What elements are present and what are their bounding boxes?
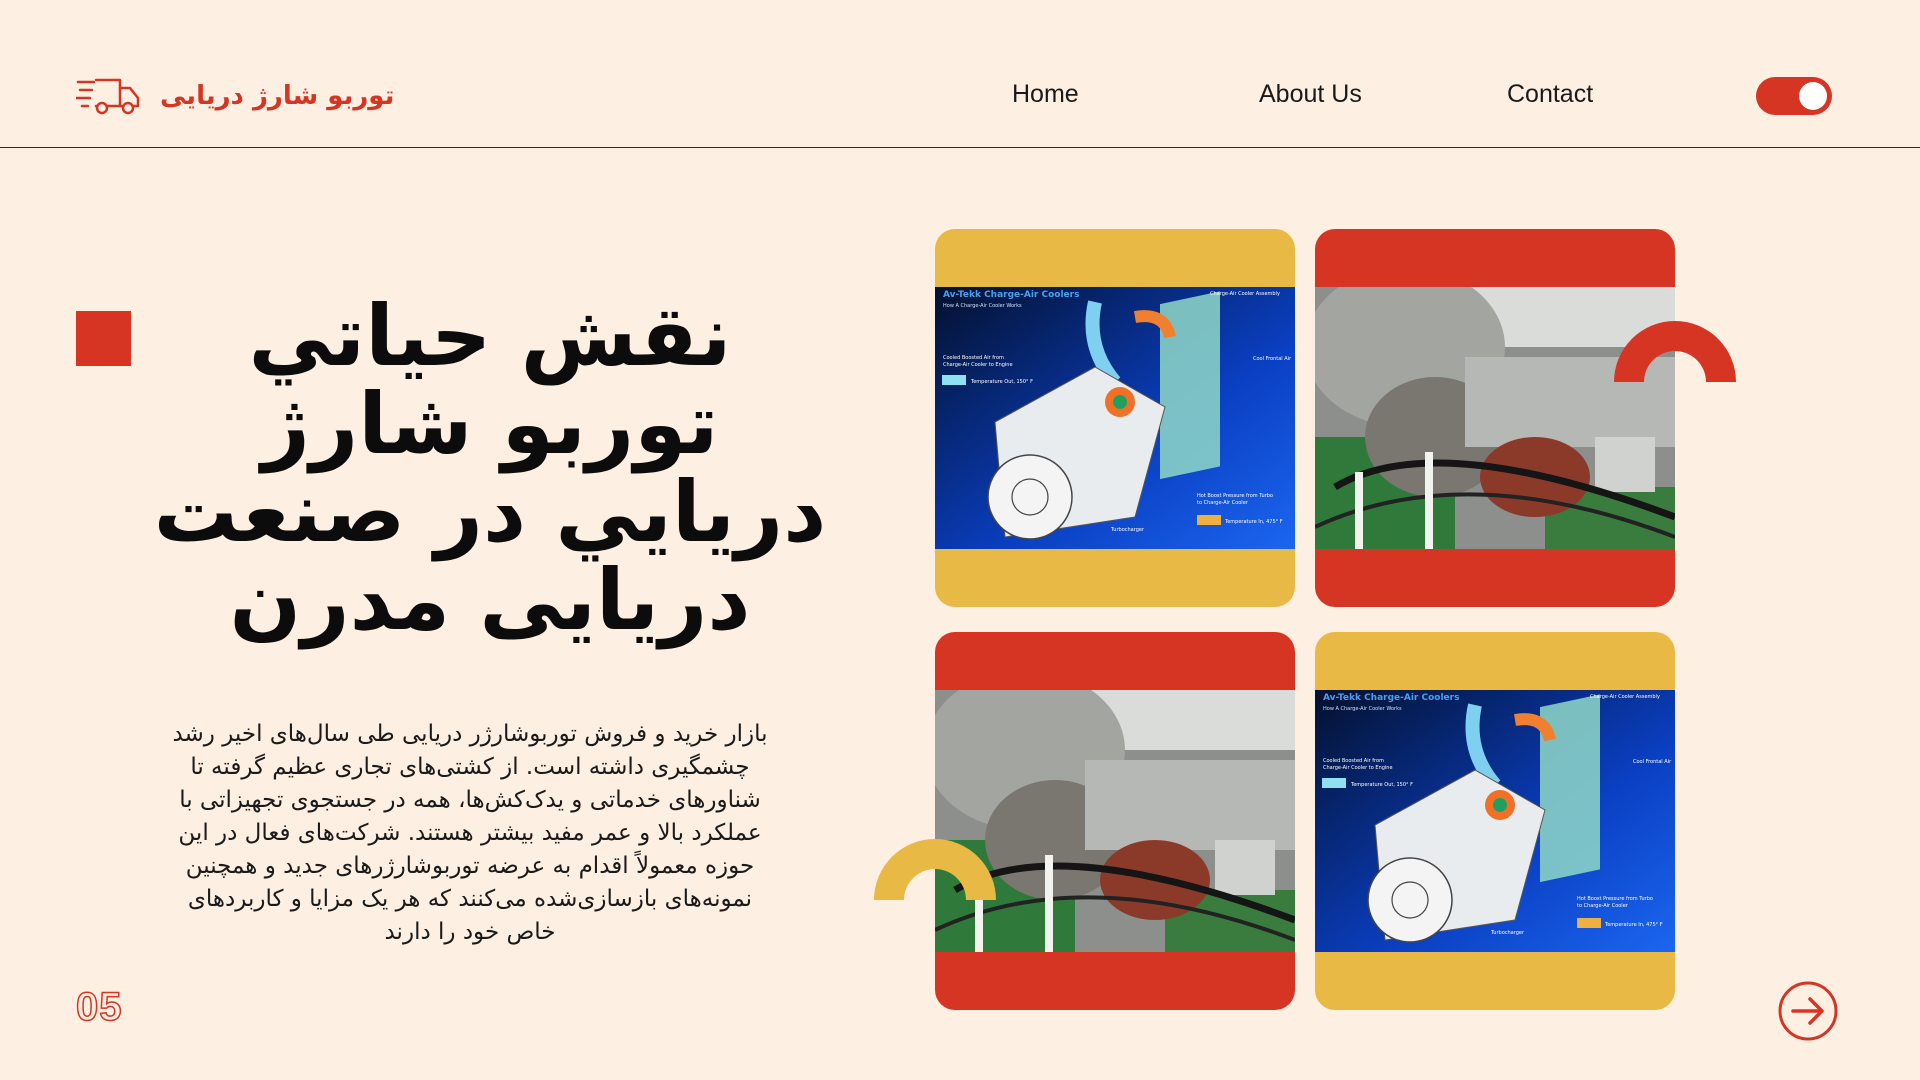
- gallery-card-diagram[interactable]: [935, 229, 1295, 607]
- diagram-label: Temperature In, 475° F: [1605, 922, 1663, 928]
- diagram-label: Temperature In, 475° F: [1225, 519, 1283, 525]
- diagram-label: Turbocharger: [1111, 527, 1145, 533]
- diagram-label: Hot Boost Pressure from Turbo: [1577, 896, 1653, 902]
- yellow-arc-decoration: [872, 838, 998, 902]
- diagram-title: Av-Tekk Charge-Air Coolers: [943, 290, 1080, 300]
- diagram-label: Temperature Out, 150° F: [1351, 782, 1414, 788]
- diagram-label: Charge-Air Cooler Assembly: [1210, 291, 1280, 297]
- nav-contact[interactable]: Contact: [1507, 80, 1594, 108]
- title-line: توربو شارژ: [261, 375, 719, 473]
- title-line: نقش حياتي: [248, 287, 732, 385]
- nav-home[interactable]: Home: [1012, 80, 1079, 108]
- brand-name: توربو شارژ دریایی: [160, 81, 395, 111]
- body-paragraph: [135, 718, 805, 949]
- delivery-truck-icon: [76, 76, 140, 116]
- body-line: خاص خود را دارند: [384, 919, 556, 945]
- diagram-label: Cooled Boosted Air from: [943, 355, 1004, 361]
- nav-about-us[interactable]: About Us: [1259, 80, 1362, 108]
- diagram-subtitle: How A Charge-Air Cooler Works: [1323, 706, 1402, 712]
- body-line: چشمگیری داشته است. از کشتی‌های تجاری عظیم گرفته تا: [190, 754, 750, 780]
- engine-room-turbocharger-photo: [935, 690, 1295, 952]
- brand[interactable]: [76, 74, 394, 118]
- charge-air-cooler-diagram: [1315, 690, 1675, 952]
- page-title: [150, 287, 830, 649]
- gallery-card-engine-room[interactable]: [935, 632, 1295, 1010]
- diagram-label: Temperature Out, 150° F: [971, 379, 1034, 385]
- diagram-label: Charge-Air Cooler to Engine: [943, 362, 1013, 368]
- diagram-label: Charge-Air Cooler to Engine: [1323, 765, 1393, 771]
- gallery-card-diagram[interactable]: [1315, 632, 1675, 1010]
- red-arc-decoration: [1612, 320, 1738, 384]
- gallery-card-engine-room[interactable]: [1315, 229, 1675, 607]
- diagram-title: Av-Tekk Charge-Air Coolers: [1323, 693, 1460, 703]
- title-line: دريايي در صنعت: [153, 463, 827, 561]
- body-line: حوزه معمولاً اقدام به عرضه توربوشارژرهای جدید و همچنین: [185, 853, 755, 879]
- theme-toggle[interactable]: [1756, 77, 1832, 115]
- top-header: [0, 0, 1920, 148]
- charge-air-cooler-diagram: [935, 287, 1295, 549]
- diagram-label: Cooled Boosted Air from: [1323, 758, 1384, 764]
- body-line: عملکرد بالا و عمر مفید بیشتر هستند. شرکت‌های فعال در این: [178, 820, 762, 846]
- diagram-label: Turbocharger: [1491, 930, 1525, 936]
- diagram-label: Charge-Air Cooler Assembly: [1590, 694, 1660, 700]
- page-number: 05: [76, 985, 123, 1029]
- diagram-label: Cool Frontal Air: [1253, 356, 1292, 362]
- diagram-label: to Charge-Air Cooler: [1577, 903, 1628, 909]
- diagram-label: to Charge-Air Cooler: [1197, 500, 1248, 506]
- body-line: بازار خرید و فروش توربوشارژر دریایی طی سال‌های اخیر رشد: [172, 721, 768, 747]
- red-square-accent: [76, 311, 131, 366]
- diagram-subtitle: How A Charge-Air Cooler Works: [943, 303, 1022, 309]
- toggle-knob: [1799, 82, 1827, 110]
- body-line: نمونه‌های بازسازی‌شده می‌کنند که هر یک مزایا و کاربردهای: [187, 886, 753, 912]
- diagram-label: Cool Frontal Air: [1633, 759, 1672, 765]
- arrow-right-circle-icon[interactable]: [1777, 980, 1839, 1042]
- body-line: شناورهای خدماتی و یدک‌کش‌ها، همه در جستجوی تجهیزاتی با: [179, 787, 761, 813]
- diagram-label: Hot Boost Pressure from Turbo: [1197, 493, 1273, 499]
- title-line: دريايی مدرن: [229, 551, 751, 649]
